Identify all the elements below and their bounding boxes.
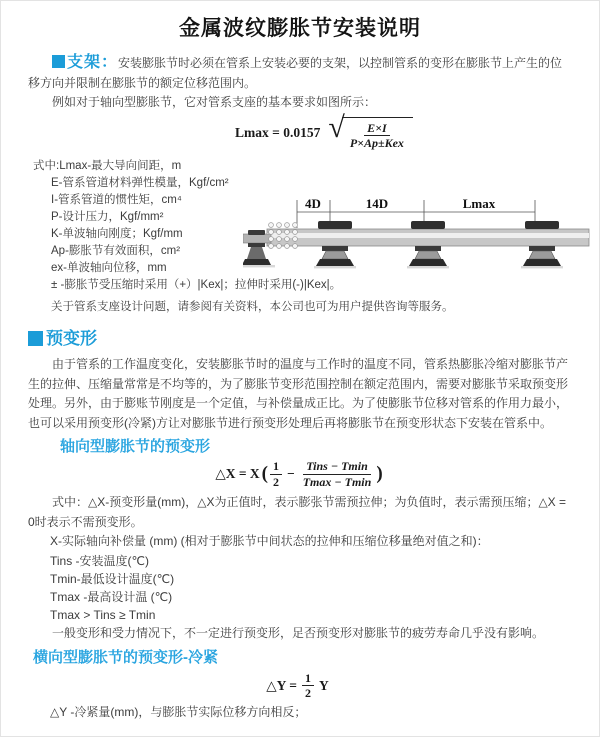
lateral-formula-lhs: △Y = bbox=[266, 677, 297, 693]
lmax-fraction-denominator: P×Ap±Kex bbox=[349, 135, 404, 150]
lateral-formula-rhs: Y bbox=[318, 677, 329, 693]
predeform-heading-label: 预变形 bbox=[46, 329, 97, 349]
formula-lmax bbox=[52, 110, 596, 151]
section-marker-icon bbox=[52, 55, 65, 68]
sqrt-radical bbox=[328, 110, 413, 151]
close-paren: ) bbox=[376, 463, 383, 485]
lateral-note: △Y -冷紧量(mm)，与膨胀节实际位移方向相反； bbox=[50, 704, 307, 719]
temp-denominator: Tmax − Tmin bbox=[302, 474, 372, 489]
half-numerator: 1 bbox=[302, 671, 314, 686]
section-marker-icon bbox=[28, 331, 43, 346]
axial-note-1: 式中：△X-预变形量(mm)，△X为正值时，表示膨张节需预拉伸；为负值时，表示需预压缩；△X = 0时表示不需预变形。 bbox=[28, 495, 567, 529]
lmax-fraction bbox=[347, 121, 407, 151]
formula-lateral bbox=[28, 671, 572, 701]
definition-line: E-管系管道材料弹性模量，Kgf/cm² bbox=[51, 177, 229, 190]
dim-label-lmax: Lmax bbox=[462, 196, 496, 211]
open-paren: ( bbox=[261, 463, 268, 485]
support-heading-label: 支架： bbox=[67, 54, 119, 71]
definition-line: Ap-膨胀节有效面积，cm² bbox=[51, 245, 181, 258]
anchor-support bbox=[243, 230, 275, 267]
temp-numerator: Tins − Tmin bbox=[303, 459, 371, 474]
pipe-support-diagram bbox=[243, 193, 593, 283]
definition-line: K-单波轴向刚度；Kgf/mm bbox=[51, 228, 183, 241]
formula-lmax-lhs: Lmax = 0.0157 bbox=[235, 125, 321, 141]
axial-fraction-temp bbox=[300, 459, 375, 489]
temp-line: Tmax -最高设计温 (℃) bbox=[50, 589, 173, 604]
predeform-paragraph: 由于管系的工作温度变化，安装膨胀节时的温度与工作时的温度不同，管系热膨胀冷缩对膨胀节产生的拉伸、压缩量常常是不均等的，为了膨胀节变形范围控制在额定范围内，需要对膨胀节采取预变形处理。另外，由于膨账节刚度是一个定值，与补偿量成正比。为了使膨胀节位移对管系的作用力最小，也可以采用预变形(冷紧)方让对膨胀节进行预变形处理后再将膨胀节在预变形状态下安装在管系中。 bbox=[28, 357, 569, 430]
axial-note-2: X-实际轴向补偿量 (mm) (相对于膨胀节中间状态的拉伸和压缩位移量绝对值之和)： bbox=[50, 534, 489, 549]
pipe bbox=[267, 229, 589, 246]
definition-line: 式中:Lmax-最大导向间距，m bbox=[33, 160, 182, 173]
radical-sign-icon: √ bbox=[328, 110, 345, 144]
page-title: 金属波纹膨胀节安装说明 bbox=[179, 17, 421, 40]
lmax-fraction-numerator: E×I bbox=[364, 121, 390, 136]
sqrt-radicand bbox=[342, 117, 413, 151]
definition-line: ex-单波轴向位移，mm bbox=[51, 262, 167, 275]
formula-axial bbox=[28, 459, 572, 489]
half-denominator: 2 bbox=[304, 686, 311, 701]
definition-note: 关于管系支座设计问题，请参阅有关资料，本公司也可为用户提供咨询等服务。 bbox=[51, 301, 454, 314]
support-section-heading bbox=[52, 54, 118, 71]
lateral-fraction-half bbox=[302, 671, 314, 701]
temp-line: Tins -安装温度(℃) bbox=[50, 553, 150, 568]
minus-sign: − bbox=[287, 466, 295, 482]
axial-formula-lhs: △X = X bbox=[215, 466, 260, 482]
temp-line: Tmax > Tins ≥ Tmin bbox=[50, 607, 156, 622]
lateral-subsection-heading: 横向型膨胀节的预变形-冷紧 bbox=[33, 649, 218, 667]
predeform-section-heading bbox=[28, 329, 572, 349]
temperature-definitions bbox=[28, 552, 572, 624]
axial-fraction-half bbox=[270, 459, 282, 489]
content-area bbox=[1, 53, 599, 722]
axial-subsection-heading: 轴向型膨胀节的预变形 bbox=[60, 438, 211, 456]
dim-label-14d: 14D bbox=[365, 196, 389, 211]
support-paragraph-text: 安装膨胀节时必须在管系上安装必要的支架，以控制管系的变形在膨胀节上产生的位移方向并限制在膨胀节的额定位移范围内。 bbox=[28, 56, 563, 90]
dim-label-4d: 4D bbox=[305, 196, 321, 211]
definition-line: I-管系管道的惯性矩，cm⁴ bbox=[51, 194, 182, 207]
half-denominator: 2 bbox=[273, 474, 279, 489]
definition-line-plusminus: ± -膨胀节受压缩时采用（+）|Kex|；拉伸时采用(-)|Kex|。 bbox=[51, 279, 342, 292]
temp-line: Tmin-最低设计温度(℃) bbox=[50, 571, 175, 586]
support-example-line: 例如对于轴向型膨胀节，它对管系支座的基本要求如图所示： bbox=[52, 95, 377, 109]
axial-note-3: 一般变形和受力情况下，不一定进行预变形，足否预变形对膨胀节的疲劳寿命几乎没有影响。 bbox=[52, 625, 545, 640]
definition-line: P-设计压力，Kgf/mm² bbox=[51, 211, 164, 224]
half-numerator: 1 bbox=[270, 459, 282, 474]
support-paragraph bbox=[28, 53, 572, 93]
